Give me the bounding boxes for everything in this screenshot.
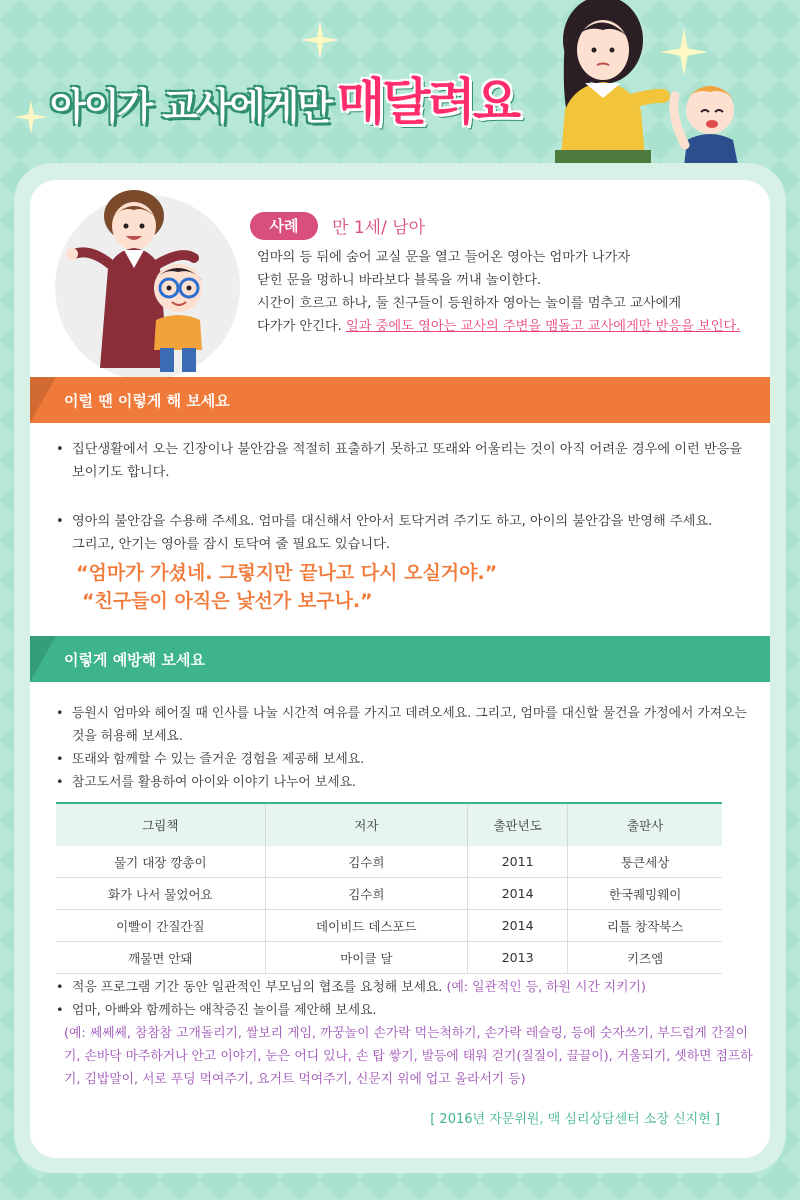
table-cell: 김수희 (265, 878, 467, 910)
source-credit: [ 2016년 자문위원, 맥 심리상담센터 소장 신지현 ] (430, 1112, 720, 1127)
table-cell: 김수희 (265, 846, 467, 878)
sparkle-icon (14, 100, 48, 134)
bullet-text: 그리고, 안기는 영아를 잠시 토닥여 줄 필요도 있습니다. (72, 537, 390, 552)
bullet-text: 적응 프로그램 기간 동안 일관적인 부모님의 협조를 요청해 보세요. (72, 980, 447, 995)
table-cell: 데이비드 데스포드 (265, 910, 467, 942)
column-header: 저자 (265, 803, 467, 846)
response-bullets (56, 438, 756, 484)
table-cell: 깨물면 안돼 (56, 942, 265, 974)
case-line: 닫힌 문을 멍하니 바라보다 블록을 꺼내 놀이한다. (257, 273, 542, 288)
bullet-item (56, 976, 756, 999)
table-row (56, 846, 722, 878)
table-cell: 마이클 달 (265, 942, 467, 974)
prevent-bullets-2 (56, 976, 756, 1091)
bullet-example: (예: 일관적인 등, 하원 시간 지키기) (446, 980, 646, 995)
sparkle-icon (300, 20, 340, 60)
quote-2: “친구들이 아직은 낯선가 보구나.” (82, 590, 373, 612)
quote-1: “엄마가 가셨네. 그렇지만 끝나고 다시 오실거야.” (76, 562, 498, 584)
case-badge: 사례 (250, 212, 318, 240)
section-heading-text: 이럴 땐 이렇게 해 보세요 (64, 392, 230, 410)
case-line (257, 315, 757, 338)
table-row (56, 942, 722, 974)
table-row (56, 878, 722, 910)
table-cell: 물기 대장 깡총이 (56, 846, 265, 878)
table-cell: 2013 (468, 942, 568, 974)
table-cell: 2011 (468, 846, 568, 878)
case-line: 엄마의 등 뒤에 숨어 교실 문을 열고 들어온 영아는 엄마가 나가자 (257, 250, 631, 265)
table-cell: 한국퀘밍웨이 (568, 878, 722, 910)
bullet-item: • 또래와 함께할 수 있는 즐거운 경험을 제공해 보세요. (56, 748, 756, 771)
case-description (257, 246, 757, 338)
bullet-item: • 집단생활에서 오는 긴장이나 불안감을 적절히 표출하기 못하고 또래와 어울리는 것이 아직 어려운 경우에 이런 반응을 보이기도 합니다. (56, 438, 756, 484)
play-examples: (예: 쎄쎄쎄, 참참참 고개돌리기, 쌀보리 게임, 까꿍놀이 손가락 먹는척하기, 손가락 레슬링, 등에 숫자쓰기, 부드럽게 간질이기, 손바닥 마주하거나 안고 이야기, 눈은 어디 있나, 손 탑 쌓기, 발등에 태워 걷기(질질이, 끌끌이), 거울되기, 셋하면 점프하기, 김밥말이, 서로 푸딩 먹여주기, 요거트 먹여주기, 신문지 위에 업고 올라서기 등) (64, 1026, 753, 1087)
table-header-row (56, 803, 722, 846)
bullet-text: 영아의 불안감을 수용해 주세요. 엄마를 대신해서 안아서 토닥거려 주기도 하고, 아이의 불안감을 반영해 주세요. (72, 514, 713, 529)
table-cell: 2014 (468, 878, 568, 910)
section-heading-response (30, 377, 770, 423)
column-header: 출판년도 (468, 803, 568, 846)
banner-notch (30, 636, 56, 682)
case-highlight: 일과 중에도 영아는 교사의 주변을 맴돌고 교사에게만 반응을 보인다. (346, 319, 741, 334)
table-cell: 화가 나서 물었어요 (56, 878, 265, 910)
table-row (56, 910, 722, 942)
response-bullets-2 (56, 510, 756, 614)
table-cell: 키즈엠 (568, 942, 722, 974)
table-cell: 이빨이 간질간질 (56, 910, 265, 942)
book-table (56, 802, 722, 974)
teacher-child-illustration (52, 178, 252, 378)
bullet-item (56, 510, 756, 556)
banner-notch (30, 377, 56, 423)
bullet-item: • 등원시 엄마와 헤어질 때 인사를 나눌 시간적 여유를 가지고 데려오세요. 그리고, 엄마를 대신할 물건을 가정에서 가져오는 것을 허용해 보세요. (56, 702, 756, 748)
bullet-item: • 참고도서를 활용하여 아이와 이야기 나누어 보세요. (56, 771, 756, 794)
section-heading-prevent (30, 636, 770, 682)
prevent-bullets (56, 702, 756, 794)
mother-child-illustration (535, 0, 755, 180)
table-cell: 리틀 창작북스 (568, 910, 722, 942)
case-line: 시간이 흐르고 하나, 둘 친구들이 등원하자 영아는 놀이를 멈추고 교사에게 (257, 296, 682, 311)
column-header: 그림책 (56, 803, 265, 846)
column-header: 출판사 (568, 803, 722, 846)
case-subject: 만 1세/ 남아 (332, 218, 426, 238)
bullet-item: • 엄마, 아빠와 함께하는 애착증진 놀이를 제안해 보세요. (56, 999, 756, 1022)
table-cell: 퉁큰세상 (568, 846, 722, 878)
table-cell: 2014 (468, 910, 568, 942)
page-title (50, 62, 518, 134)
section-heading-text: 이렇게 예방해 보세요 (64, 651, 205, 669)
title-part1: 아이가 교사에게만 (50, 85, 331, 128)
case-line-text: 다가가 안긴다. (257, 319, 347, 334)
title-part2: 매달려요 (336, 73, 519, 131)
